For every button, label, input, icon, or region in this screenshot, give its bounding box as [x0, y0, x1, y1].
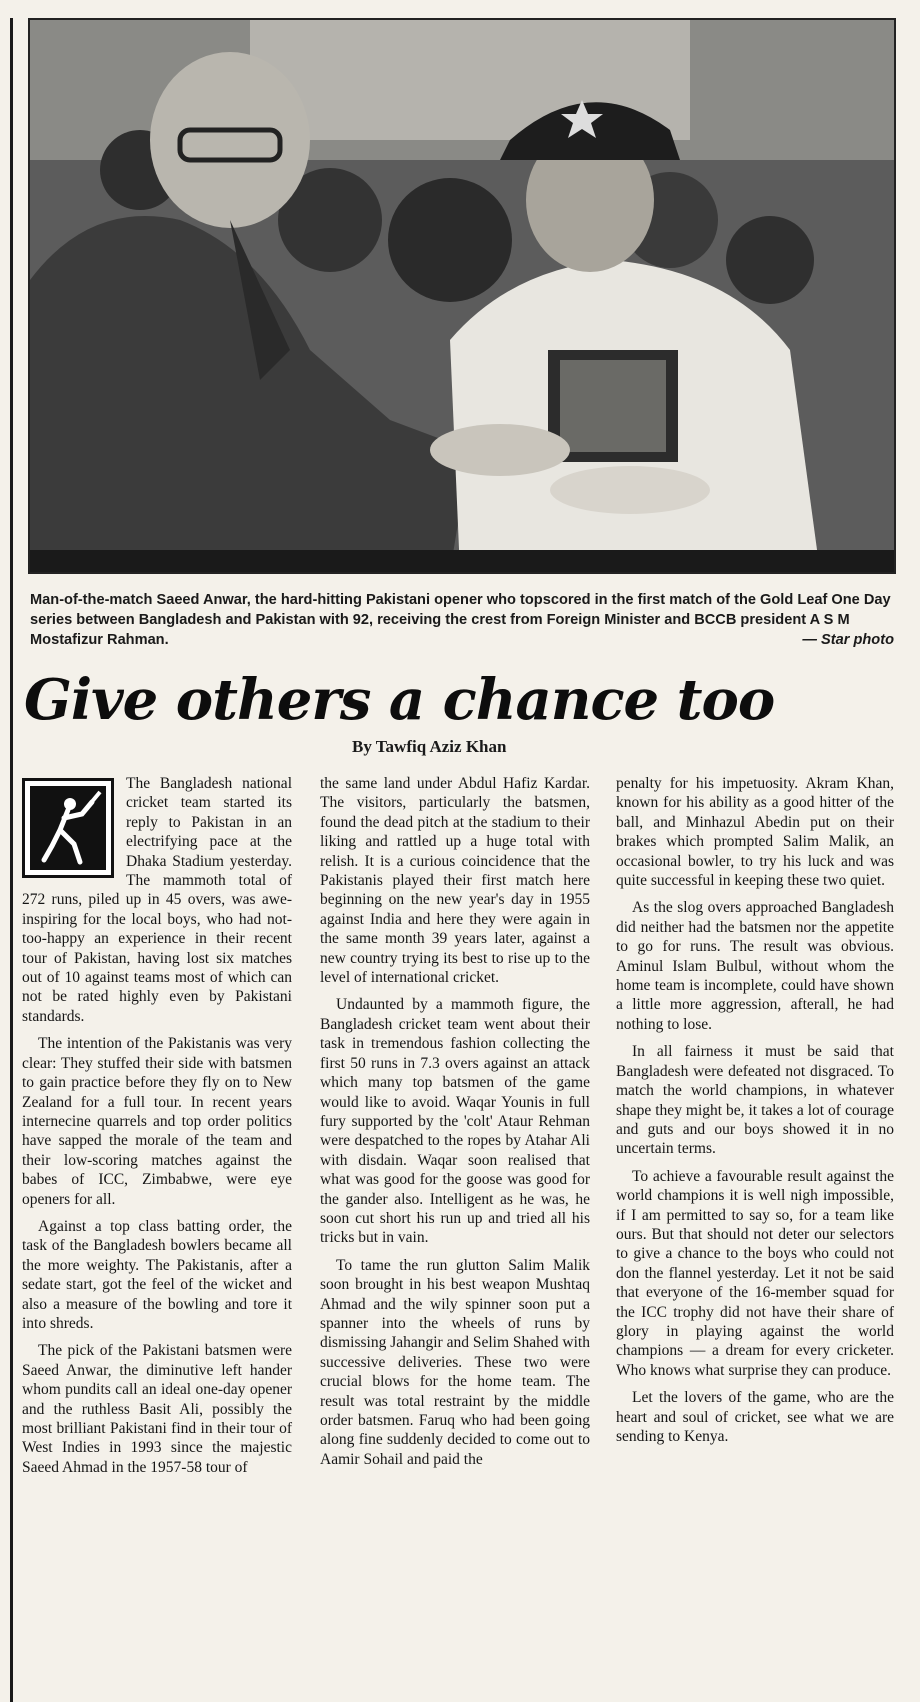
paragraph: The Bangladesh national cricket team started its reply to Pakistan in an electrifying pace at the Dhaka Stadium yesterday. The mammoth total of 272 runs, piled up in 45 overs, was awe-inspiring for the local boys, who had not-too-happy an experience in their recent tour of Pakistan, having lost six matches out of 10 against teams most of which can not be rated highly even by Pakistani standards. — [22, 775, 292, 1025]
article-column-2 — [320, 774, 590, 1469]
paragraph: The pick of the Pakistani batsmen were Saeed Anwar, the diminutive left hander whom pundits call an ideal one-day opener and the ruthless Basit Ali, possibly the most brilliant Pakistani find in their tour of West Indies in 1993 since the majestic Saeed Ahmad in the 1957-58 tour of — [22, 1342, 292, 1476]
paragraph: penalty for his impetuosity. Akram Khan, known for his ability as a good hitter of the ball, and Minhazul Abedin put on their brakes which prompted Salim Malik, an occasional bowler, to try his luck and was quite successful in keeping these two quiet. — [616, 775, 894, 890]
news-photo — [28, 18, 896, 574]
paragraph: Let the lovers of the game, who are the heart and soul of cricket, see what we are sending to Kenya. — [616, 1389, 894, 1445]
paragraph: The intention of the Pakistanis was very clear: They stuffed their side with batsmen to gain practice before they fly on to New Zealand for a full tour. In recent years internecine quarrels and top order politics have sapped the morale of the team and their low-scoring matches against the babes of ICC, Zimbabwe, were eye openers for all. — [22, 1035, 292, 1208]
paragraph: Against a top class batting order, the task of the Bangladesh bowlers became all the more weighty. The Pakistanis, after a sedate start, got the feel of the wicket and also a measure of the bowling and tore it into shreds. — [22, 1217, 292, 1332]
paragraph: In all fairness it must be said that Bangladesh were defeated not disgraced. To match the world champions, in whatever shape they might be, it takes a lot of courage and guts and our boys showed it in no uncertain terms. — [616, 1043, 894, 1158]
paragraph: Undaunted by a mammoth figure, the Bangladesh cricket team went about their task in tremendous fashion collecting the first 50 runs in 7.3 overs against an attack which many top batsmen of the game would like to avoid. Waqar Younis in full fury supported by the 'colt' Ataur Rehman were despatched to the ropes by Atahar Ali with disdain. Waqar soon realised that what was good for the goose was good for the gander also. Intelligent as he was, he soon cut short his run up and tried all his tricks but in vain. — [320, 996, 590, 1247]
column-rule — [10, 18, 13, 1702]
paragraph: To tame the run glutton Salim Malik soon brought in his best weapon Mushtaq Ahmad and the wily spinner soon put a spanner into the wheels of runs by dismissing Jahangir and Selim Shahed with successive deliveries. These two were crucial blows for the home team. The result was total restraint by the middle order batsmen. Faruq who had been going along fine suddenly decided to come out to Aamir Sohail and paid the — [320, 1256, 590, 1468]
photo-credit: — Star photo — [802, 632, 894, 648]
photo-caption — [30, 590, 894, 650]
byline: By Tawfiq Aziz Khan — [352, 737, 507, 756]
cricket-logo-icon — [22, 778, 114, 878]
paragraph: As the slog overs approached Bangladesh did neither had the batsmen nor the appetite to go for runs. The result was obvious. Aminul Islam Bulbul, without whom the home team is incomplete, could have shown a little more aggression, afterall, he had nothing to lose. — [616, 899, 894, 1033]
paragraph: To achieve a favourable result against the world champions it is well nigh impossible, if I am permitted to say so, for a team like ours. But that should not deter our selectors to give a chance to the boys who could not don the flannel yesterday. Let it not be said that everyone of the 16-member squad for the ICC trophy did not have their share of glory in playing against the world champions — a dream for every cricketer. Who knows what surprise they can produce. — [616, 1167, 894, 1379]
article-column-3 — [616, 774, 894, 1446]
caption-text: Man-of-the-match Saeed Anwar, the hard-hitting Pakistani opener who topscored in the first match of the Gold Leaf One Day series between Bangladesh and Pakistan with 92, receiving the crest from Foreign Minister and BCCB president A S M Mostafizur Rahman. — [30, 592, 891, 648]
headline: Give others a chance too — [24, 667, 775, 733]
article-column-1 — [22, 774, 292, 1477]
paragraph: the same land under Abdul Hafiz Kardar. The visitors, particularly the batsmen, found the dead pitch at the stadium to their liking and rattled up a huge total with relish. It is a curious coincidence that the Pakistanis played their first match here beginning on the new year's day in 1955 against India and here they were again in the same month 39 years later, against a new country trying its best to rise up to the level of international cricket. — [320, 775, 590, 987]
